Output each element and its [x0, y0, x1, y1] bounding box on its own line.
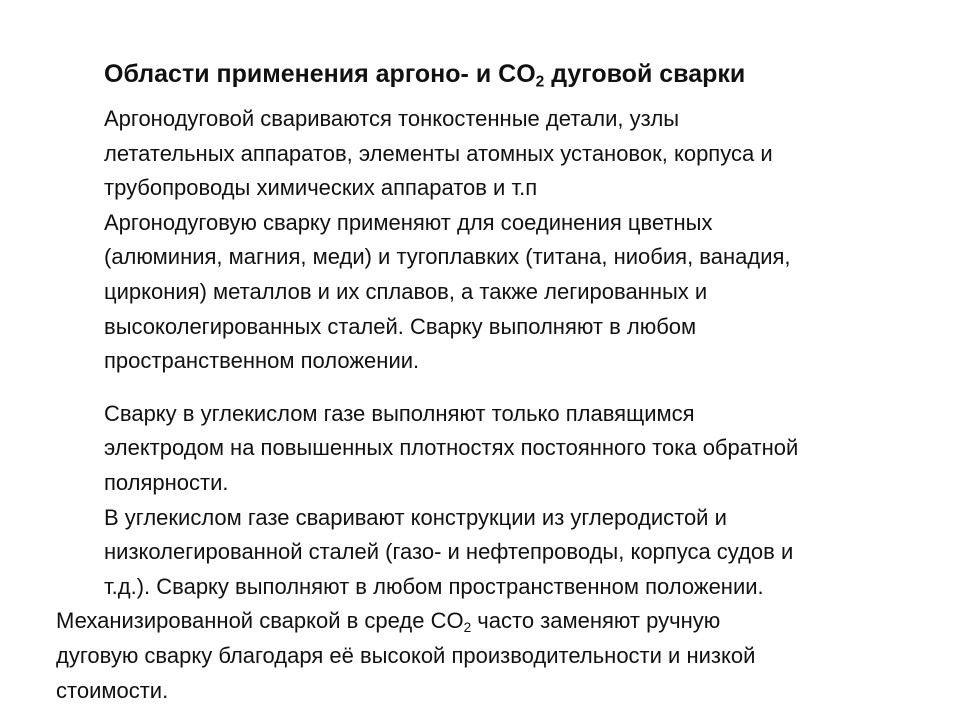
text-line: дуговую сварку благодаря её высокой производительности и низкой: [56, 642, 756, 668]
text-line: электродом на повышенных плотностях постоянного тока обратной: [104, 435, 799, 461]
title-text-end: дуговой сварки: [544, 60, 746, 88]
title-subscript: 2: [535, 73, 545, 91]
text-fragment: Механизированной сваркой в среде CO: [56, 608, 464, 634]
subscript: 2: [463, 620, 472, 636]
paragraph-co2-structures: [56, 501, 916, 605]
text-line: т.д.). Сварку выполняют в любом пространственном положении.: [104, 573, 764, 599]
text-line: полярности.: [104, 469, 229, 495]
text-line: циркония) металлов и их сплавов, а также легированных и: [104, 278, 708, 304]
slide-title: [104, 58, 745, 90]
text-line: стоимости.: [56, 677, 169, 703]
text-line: В углекислом газе сваривают конструкции из углеродистой и: [104, 504, 727, 530]
text-line: трубопроводы химических аппаратов и т.п: [104, 175, 538, 201]
slide-body: [56, 102, 916, 708]
text-line-with-subscript: [56, 604, 916, 639]
paragraph-argon-parts: [56, 102, 916, 206]
text-line: Аргонодуговой свариваются тонкостенные детали, узлы: [104, 106, 680, 131]
text-line: Аргонодуговую сварку применяют для соединения цветных: [104, 209, 713, 235]
title-text: Области применения аргоно- и CO: [104, 60, 536, 88]
paragraph-co2-electrode: [56, 397, 916, 501]
paragraph-mechanized: [56, 604, 916, 708]
text-line: Сварку в углекислом газе выполняют только плавящимся: [104, 400, 695, 426]
text-line: пространственном положении.: [104, 348, 420, 374]
text-line: летательных аппаратов, элементы атомных установок, корпуса и: [104, 140, 773, 166]
text-line: (алюминия, магния, меди) и тугоплавких (титана, ниобия, ванадия,: [104, 244, 791, 270]
text-line: низколегированной сталей (газо- и нефтепроводы, корпуса судов и: [104, 539, 794, 565]
text-fragment: часто заменяют ручную: [471, 608, 721, 634]
paragraph-argon-metals: [56, 206, 916, 379]
text-line: высоколегированных сталей. Сварку выполняют в любом: [104, 313, 697, 339]
